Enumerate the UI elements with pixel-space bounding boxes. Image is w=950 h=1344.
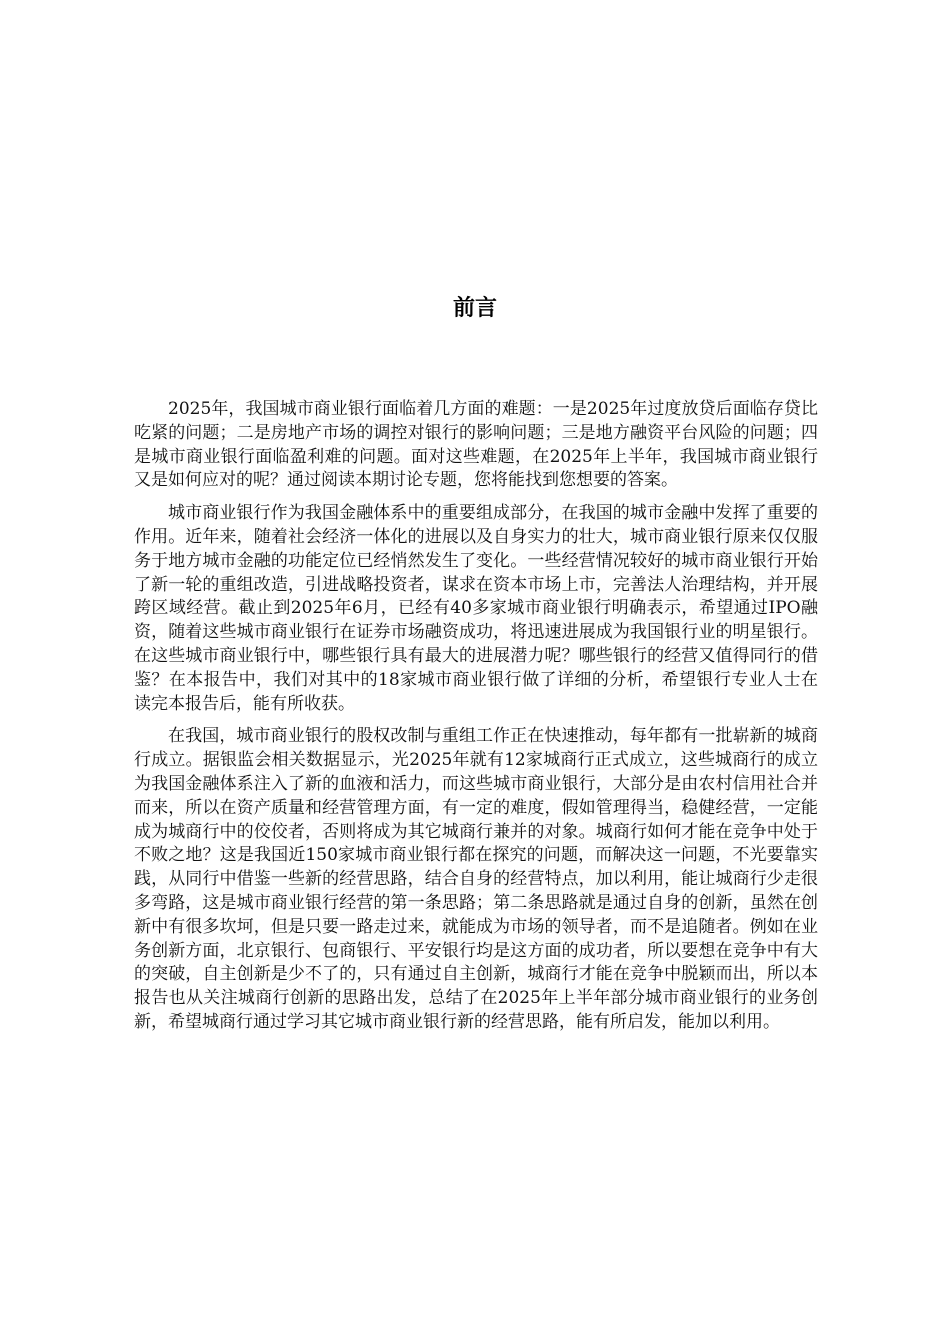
paragraph-2: 城市商业银行作为我国金融体系中的重要组成部分，在我国的城市金融中发挥了重要的作用。近年来，随着社会经济一体化的进展以及自身实力的壮大，城市商业银行原来仅仅服务于地方城市金融的功能定位已经悄然发生了变化。一些经营情况较好的城市商业银行开始了新一轮的重组改造，引进战略投资者，谋求在资本市场上市，完善法人治理结构，并开展跨区域经营。截止到2025年6月，已经有40多家城市商业银行明确表示，希望通过IPO融资，随着这些城市商业银行在证券市场融资成功，将迅速进展成为我国银行业的明星银行。在这些城市商业银行中，哪些银行具有最大的进展潜力呢？哪些银行的经营又值得同行的借鉴？在本报告中，我们对其中的18家城市商业银行做了详细的分析，希望银行专业人士在读完本报告后，能有所收获。 bbox=[134, 503, 818, 714]
paragraph-1: 2025年，我国城市商业银行面临着几方面的难题：一是2025年过度放贷后面临存贷比吃紧的问题；二是房地产市场的调控对银行的影响问题；三是地方融资平台风险的问题；四是城市商业银行面临盈利难的问题。面对这些难题，在2025年上半年，我国城市商业银行又是如何应对的呢？通过阅读本期讨论专题，您将能找到您想要的答案。 bbox=[134, 399, 818, 491]
preface-body bbox=[134, 398, 818, 1044]
paragraph-3: 在我国，城市商业银行的股权改制与重组工作正在快速推动，每年都有一批崭新的城商行成立。据银监会相关数据显示，光2025年就有12家城商行正式成立，这些城商行的成立为我国金融体系注入了新的血液和活力，而这些城市商业银行，大部分是由农村信用社合并而来，所以在资产质量和经营管理方面，有一定的难度，假如管理得当，稳健经营，一定能成为城商行中的佼佼者，否则将成为其它城商行兼并的对象。城商行如何才能在竞争中处于不败之地？这是我国近150家城市商业银行都在探究的问题，而解决这一问题，不光要靠实践，从同行中借鉴一些新的经营思路，结合自身的经营特点，加以利用，能让城商行少走很多弯路，这是城市商业银行经营的第一条思路；第二条思路就是通过自身的创新，虽然在创新中有很多坎坷，但是只要一路走过来，就能成为市场的领导者，而不是追随者。例如在业务创新方面，北京银行、包商银行、平安银行均是这方面的成功者，所以要想在竞争中有大的突破，自主创新是少不了的，只有通过自主创新，城商行才能在竞争中脱颖而出，所以本报告也从关注城商行创新的思路出发，总结了在2025年上半年部分城市商业银行的业务创新，希望城商行通过学习其它城市商业银行新的经营思路，能有所启发，能加以利用。 bbox=[134, 726, 818, 1032]
page-title: 前言 bbox=[452, 296, 497, 321]
